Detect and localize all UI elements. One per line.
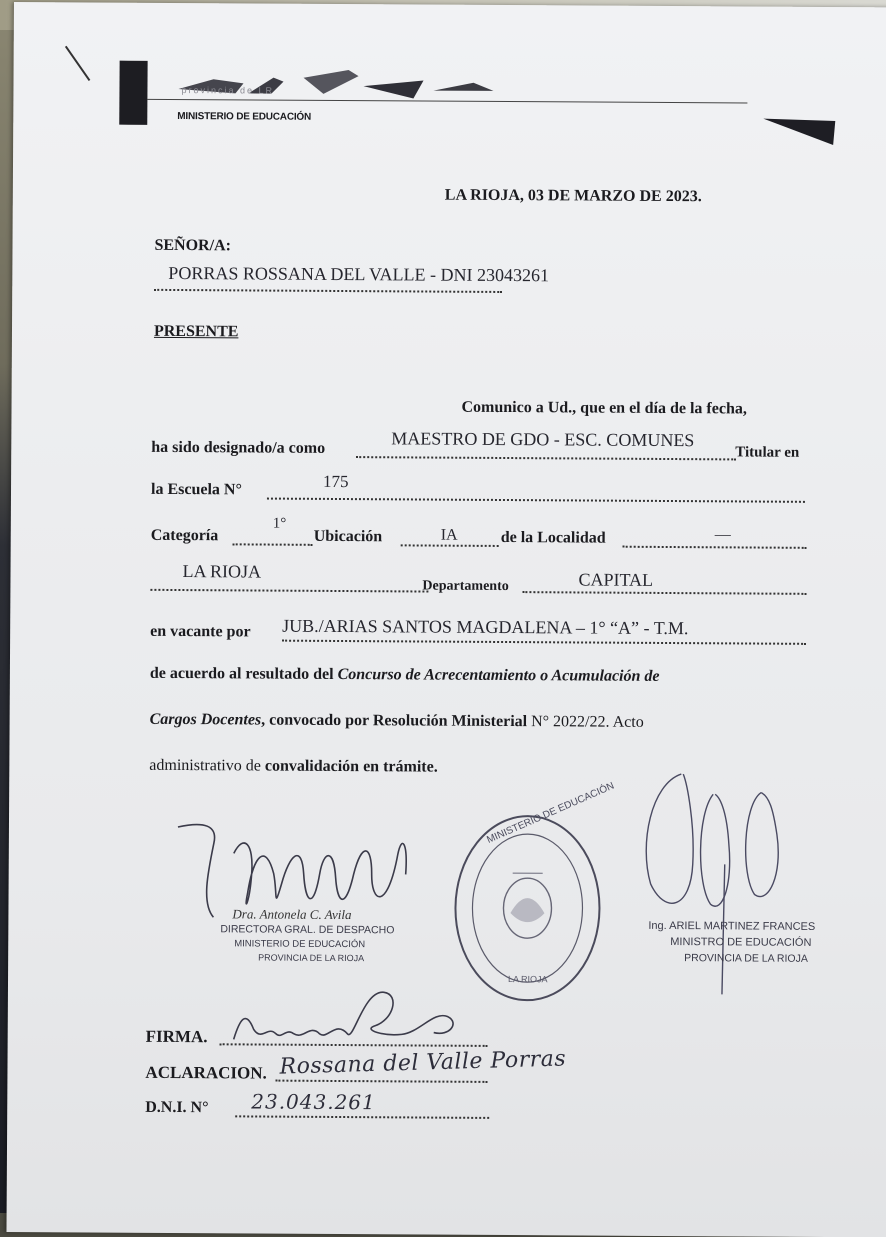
recipient-dotted-line xyxy=(154,289,502,293)
designado-dotted xyxy=(356,456,736,460)
letterhead-wedge-icon xyxy=(763,117,838,145)
salutation: SEÑOR/A: xyxy=(154,236,232,255)
margin-mark xyxy=(63,44,93,84)
paragraph-line-3 xyxy=(149,757,438,777)
p1-text: de acuerdo al resultado del xyxy=(149,664,334,683)
p3-bold: convalidación en trámite. xyxy=(264,757,438,776)
localidad-label: de la Localidad xyxy=(500,528,606,547)
seal-ring-text: MINISTERIO DE EDUCACIÓN xyxy=(485,780,616,846)
presente-heading: PRESENTE xyxy=(153,322,239,341)
vacante-value: JUB./ARIAS SANTOS MAGDALENA – 1° “A” - T.M. xyxy=(282,615,689,639)
right-signer-line1: Ing. ARIEL MARTINEZ FRANCES xyxy=(648,919,816,933)
intro-line: Comunico a Ud., que en el día de la fecha, xyxy=(461,398,747,418)
ubicacion-value: IA xyxy=(440,526,458,544)
escuela-number: 175 xyxy=(323,471,349,492)
dni-handwriting: 23.043.261 xyxy=(251,1089,376,1115)
paragraph-line-2 xyxy=(150,711,644,732)
ubicacion-dotted xyxy=(401,544,499,547)
letterhead xyxy=(13,2,886,147)
letterhead-bar xyxy=(119,61,147,125)
p3-text: administrativo de xyxy=(149,756,261,775)
paragraph-line-1 xyxy=(150,665,660,686)
escuela-dotted xyxy=(267,498,805,503)
departamento-dotted xyxy=(522,591,806,595)
aclaracion-dotted xyxy=(275,1080,487,1083)
right-signer-line3: PROVINCIA DE LA RIOJA xyxy=(684,952,808,965)
p2-text: , convocado por xyxy=(261,711,369,730)
titular-label: Titular en xyxy=(735,444,800,461)
categoria-value: 1° xyxy=(272,515,287,532)
localidad-name-dotted xyxy=(150,589,428,593)
dni-label: D.N.I. N° xyxy=(145,1098,209,1117)
left-signer-line1: DIRECTORA GRAL. DE DESPACHO xyxy=(220,923,395,937)
cargo-value: MAESTRO DE GDO - ESC. COMUNES xyxy=(391,428,695,451)
left-signer-line3: PROVINCIA DE LA RIOJA xyxy=(258,952,365,964)
right-signature-scribble xyxy=(630,764,801,1005)
p2-italic: Cargos Docentes xyxy=(149,710,262,729)
ubicacion-label: Ubicación xyxy=(313,527,383,546)
recipient-name: PORRAS ROSSANA DEL VALLE - DNI 23043261 xyxy=(168,262,550,286)
aclaracion-handwriting: Rossana del Valle Porras xyxy=(279,1046,567,1080)
localidad-dotted xyxy=(623,546,807,549)
left-signer-name: Dra. Antonela C. Avila xyxy=(232,906,352,923)
ministry-title: MINISTERIO DE EDUCACIÓN xyxy=(177,110,312,123)
left-signer-line2: MINISTERIO DE EDUCACIÓN xyxy=(234,938,366,951)
brand-subtitle: provincia de LR xyxy=(181,85,275,96)
dni-dotted xyxy=(235,1115,489,1119)
p1-italic: Concurso de Acrecentamiento o Acumulación de xyxy=(337,665,660,685)
firma-label: FIRMA. xyxy=(145,1026,208,1047)
categoria-dotted xyxy=(233,543,313,545)
localidad-value: — xyxy=(714,526,731,544)
departamento-value: CAPITAL xyxy=(578,569,654,590)
document-page xyxy=(6,2,886,1237)
right-signer-line2: MINISTRO DE EDUCACIÓN xyxy=(670,936,812,949)
localidad-name: LA RIOJA xyxy=(182,561,262,582)
p2-bold: Resolución Ministerial xyxy=(372,712,528,731)
escuela-label: la Escuela N° xyxy=(150,480,242,499)
vacante-dotted xyxy=(282,640,806,645)
firma-handwritten-signature xyxy=(224,979,474,1051)
p2-rest: N° 2022/22. Acto xyxy=(531,713,644,731)
designado-label: ha sido designado/a como xyxy=(151,438,326,457)
categoria-label: Categoría xyxy=(150,526,219,545)
departamento-label: Departamento xyxy=(422,578,509,595)
date-line: LA RIOJA, 03 DE MARZO DE 2023. xyxy=(444,186,702,206)
vacante-label: en vacante por xyxy=(150,622,251,641)
aclaracion-label: ACLARACION. xyxy=(145,1062,267,1083)
seal-bottom-text: LA RIOJA xyxy=(508,974,548,985)
